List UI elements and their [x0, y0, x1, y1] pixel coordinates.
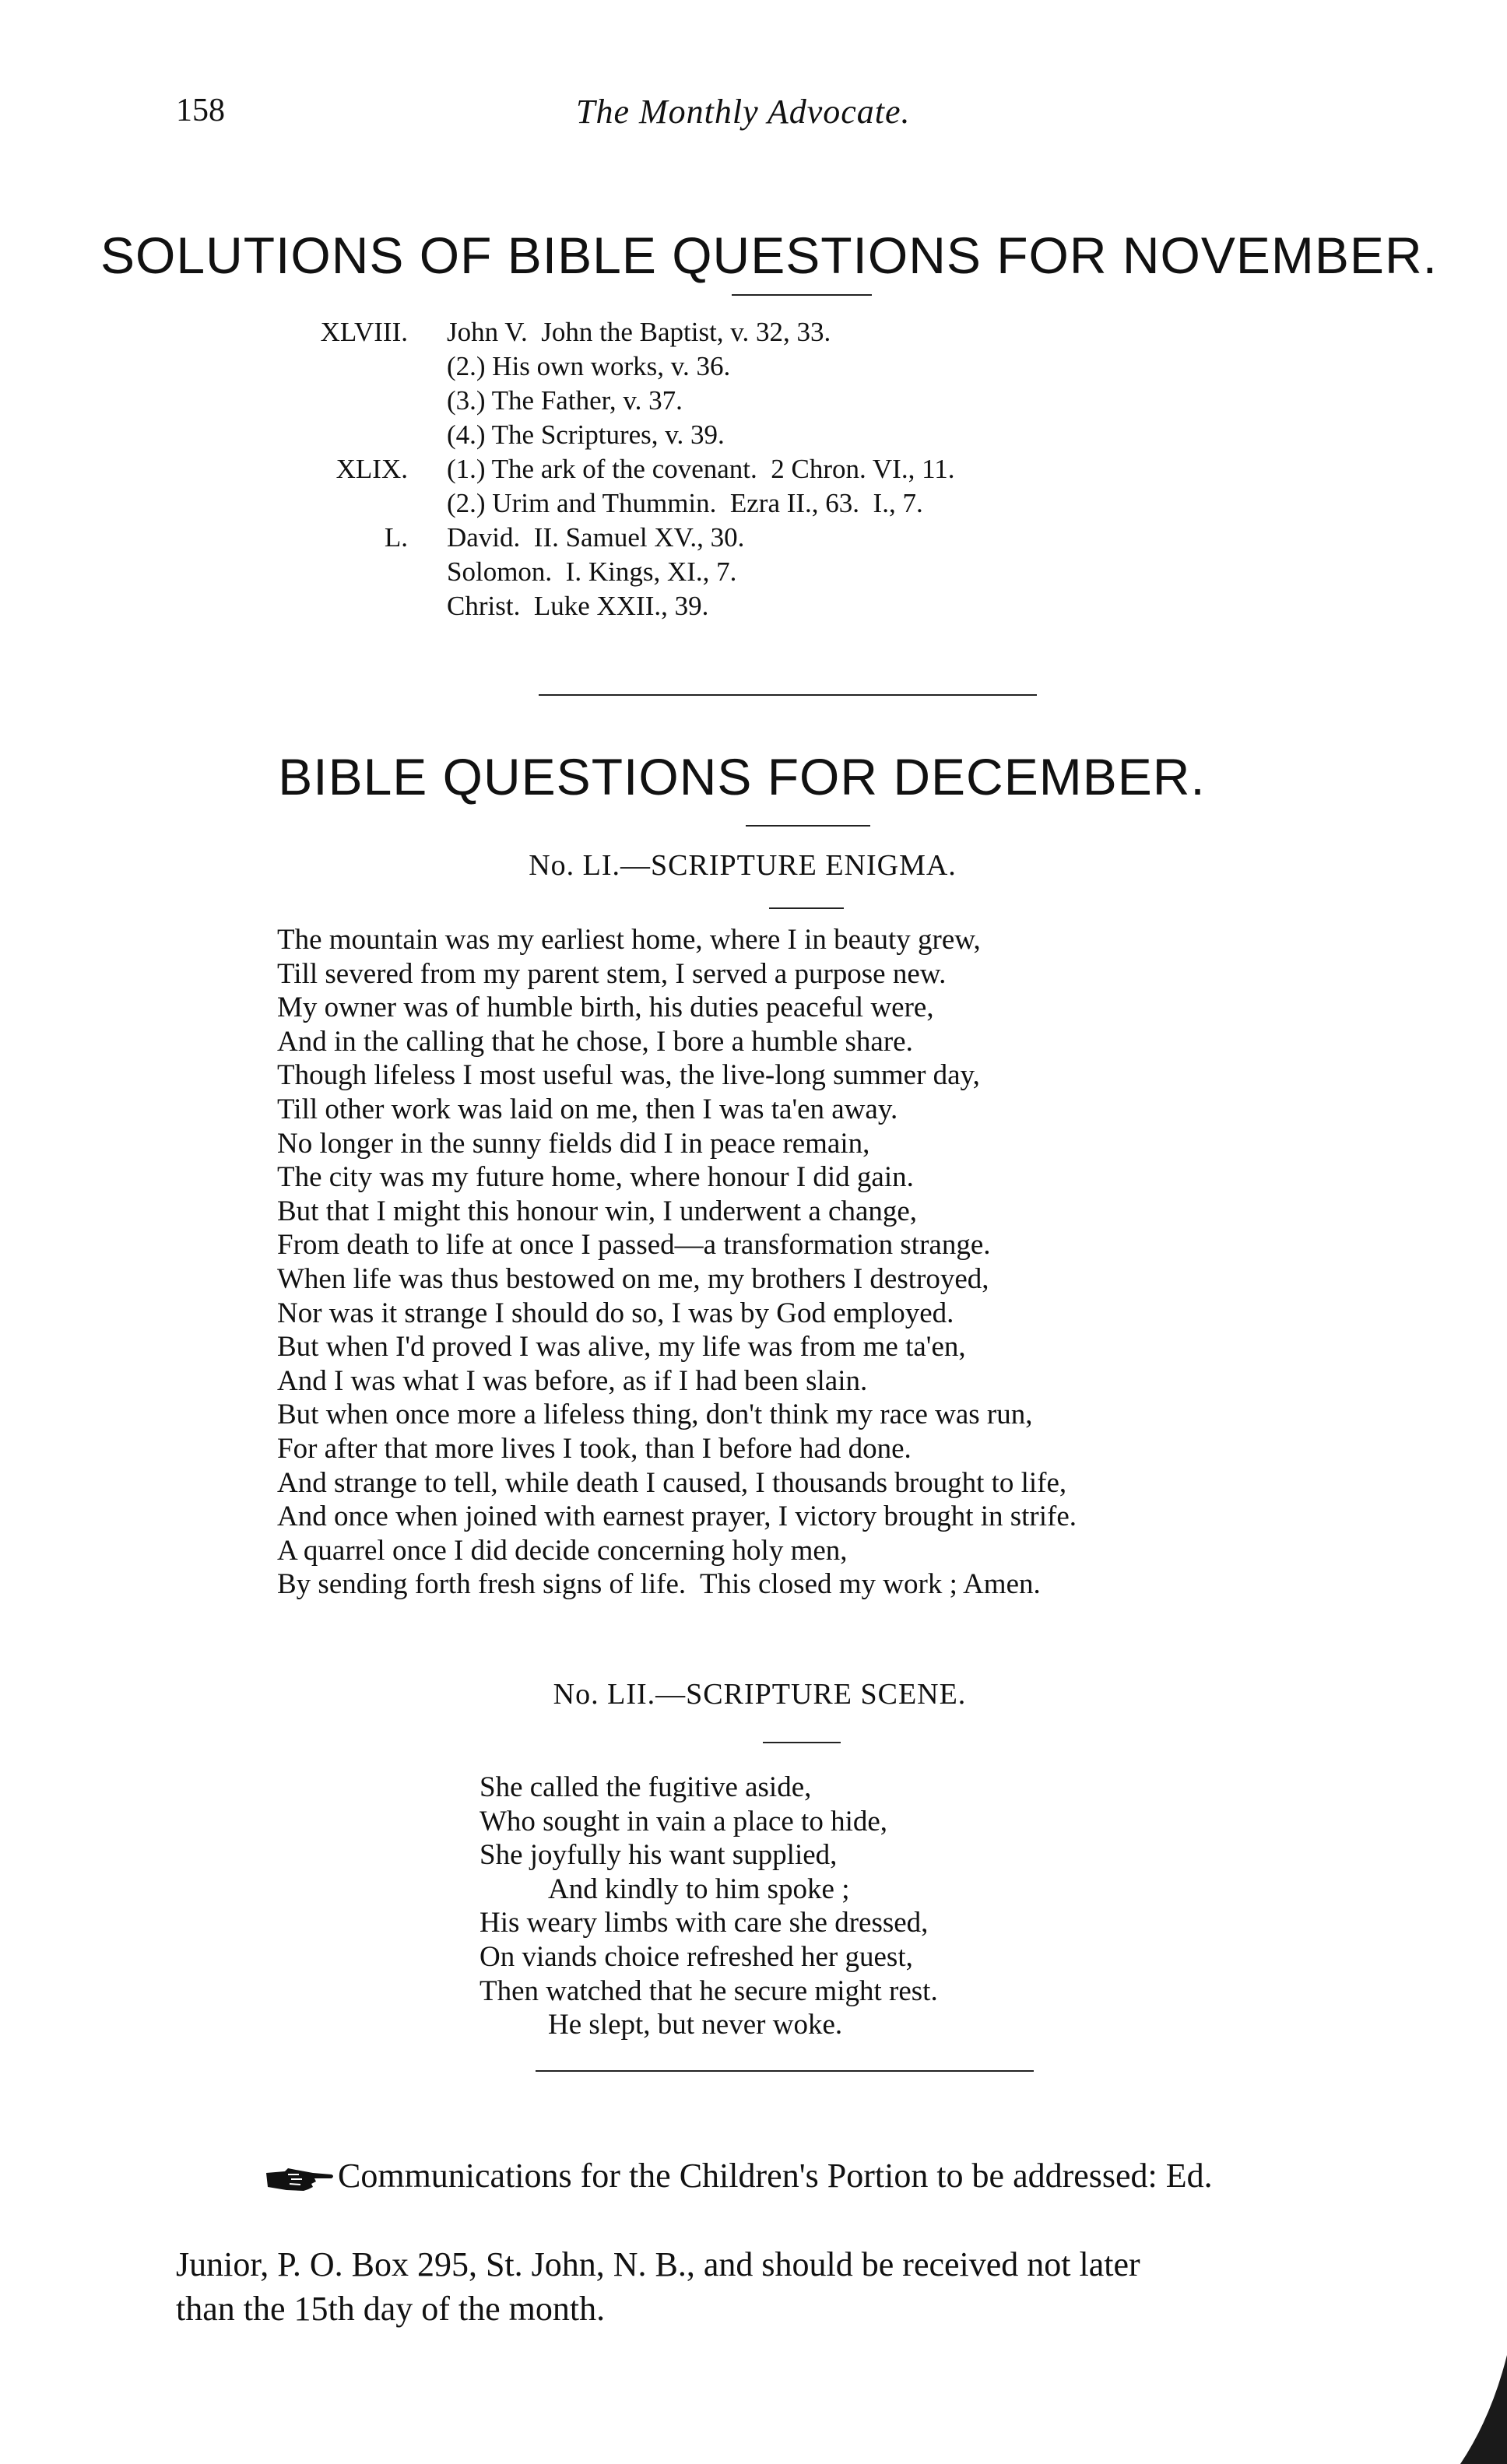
solution-label: XLIX. [335, 454, 408, 484]
pointing-hand-icon [265, 2165, 335, 2193]
poem-line: Who sought in vain a place to hide, [480, 1805, 888, 1837]
poem-line: She joyfully his want supplied, [480, 1839, 838, 1872]
scene-heading: No. LII.—SCRIPTURE SCENE. [553, 1678, 967, 1711]
footer-note [176, 2109, 1437, 2331]
solution-text: (2.) His own works, v. 36. [447, 351, 731, 381]
poem-line: By sending forth fresh signs of life. This closed my work ; Amen. [277, 1568, 1041, 1601]
solution-text: (1.) The ark of the covenant. 2 Chron. VI., 11. [447, 454, 955, 484]
poem-line: From death to life at once I passed—a transformation strange. [277, 1229, 991, 1262]
poem-line: And in the calling that he chose, I bore a humble share. [277, 1025, 913, 1058]
footer-text-3: than the 15th day of the month. [176, 2290, 606, 2328]
poem-line: And kindly to him spoke ; [548, 1873, 850, 1905]
poem-line: He slept, but never woke. [548, 2009, 843, 2041]
scene-poem [480, 1771, 938, 2042]
poem-line: But when once more a lifeless thing, don't think my race was run, [277, 1399, 1033, 1431]
poem-line: And once when joined with earnest prayer, I victory brought in strife. [277, 1501, 1077, 1533]
solution-text: (2.) Urim and Thummin. Ezra II., 63. I., 7. [447, 488, 923, 518]
heading-rule [769, 907, 844, 909]
poem-line: But when I'd proved I was alive, my life was from me ta'en, [277, 1331, 966, 1364]
poem-line: Till severed from my parent stem, I served a purpose new. [277, 957, 947, 990]
poem-line: Though lifeless I most useful was, the live-long summer day, [277, 1059, 980, 1092]
poem-line: The city was my future home, where honour I did gain. [277, 1161, 914, 1194]
solution-text: John V. John the Baptist, v. 32, 33. [447, 317, 831, 347]
section-divider [536, 2070, 1034, 2072]
footer-line [176, 2109, 1437, 2242]
poem-line: And strange to tell, while death I caused, I thousands brought to life, [277, 1466, 1067, 1499]
solution-text: (4.) The Scriptures, v. 39. [447, 419, 725, 450]
poem-line: Till other work was laid on me, then I was ta'en away. [277, 1093, 898, 1125]
poem-line: A quarrel once I did decide concerning holy men, [277, 1534, 848, 1567]
solution-text: (3.) The Father, v. 37. [447, 385, 683, 416]
poem-line: And I was what I was before, as if I had been slain. [277, 1364, 868, 1397]
solution-text: Christ. Luke XXII., 39. [447, 591, 709, 621]
poem-line: When life was thus bestowed on me, my brothers I destroyed, [277, 1262, 989, 1295]
title-rule [746, 825, 870, 827]
poem-line: My owner was of humble birth, his duties peaceful were, [277, 992, 934, 1024]
section-divider [539, 694, 1037, 696]
poem-line: The mountain was my earliest home, where I in beauty grew, [277, 924, 981, 956]
enigma-poem [277, 923, 1077, 1602]
solution-text: Solomon. I. Kings, XI., 7. [447, 556, 737, 587]
poem-line: On viands choice refreshed her guest, [480, 1940, 913, 1973]
title-rule [732, 294, 872, 296]
heading-rule [763, 1742, 841, 1743]
running-title: The Monthly Advocate. [576, 93, 911, 131]
poem-line: No longer in the sunny fields did I in peace remain, [277, 1127, 870, 1160]
poem-line: She called the fugitive aside, [480, 1771, 812, 1803]
solution-label: L. [384, 522, 408, 553]
solutions-title: SOLUTIONS OF BIBLE QUESTIONS FOR NOVEMBER. [100, 226, 1438, 284]
page-corner-shadow [1460, 2355, 1507, 2464]
poem-line: His weary limbs with care she dressed, [480, 1907, 929, 1939]
december-title: BIBLE QUESTIONS FOR DECEMBER. [278, 748, 1206, 806]
solution-label: XLVIII. [320, 317, 408, 347]
enigma-heading: No. LI.—SCRIPTURE ENIGMA. [529, 849, 957, 882]
poem-line: Nor was it strange I should do so, I was by God employed. [277, 1297, 954, 1329]
poem-line: But that I might this honour win, I underwent a change, [277, 1195, 918, 1227]
footer-text-1: Communications for the Children's Portion to be addressed: Ed. [338, 2157, 1213, 2195]
poem-line: For after that more lives I took, than I before had done. [277, 1432, 912, 1465]
poem-line: Then watched that he secure might rest. [480, 1974, 938, 2007]
solution-text: David. II. Samuel XV., 30. [447, 522, 745, 553]
page-number: 158 [176, 93, 225, 128]
footer-text-2: Junior, P. O. Box 295, St. John, N. B., and should be received not later [176, 2245, 1140, 2283]
